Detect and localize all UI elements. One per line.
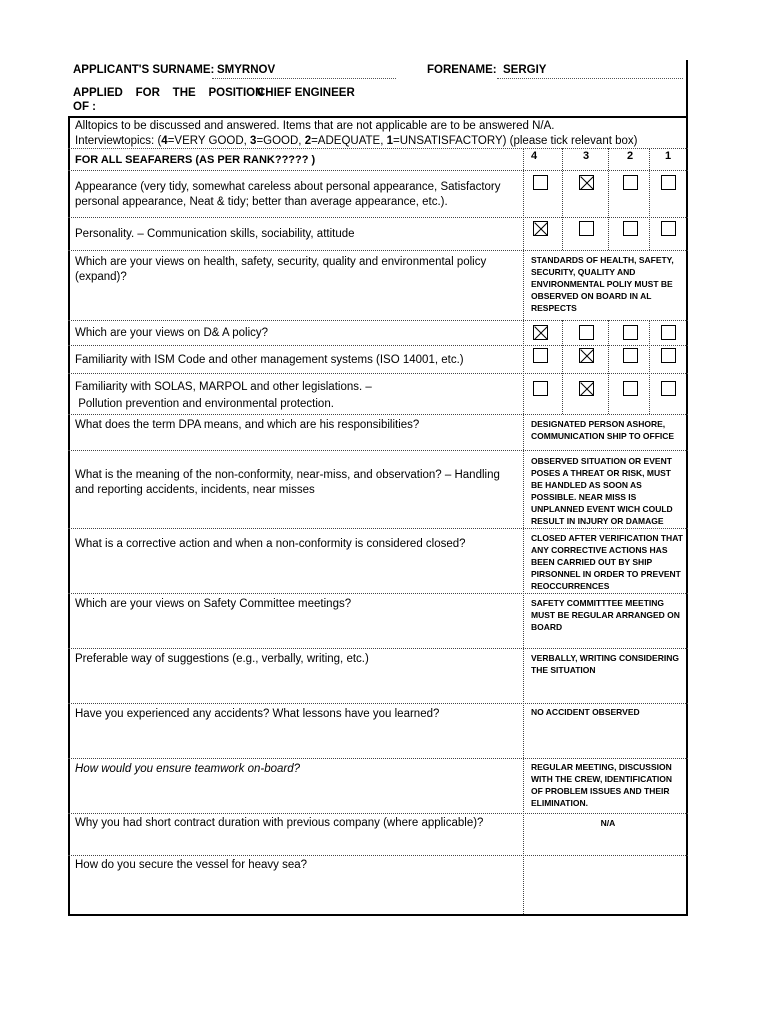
position-value[interactable]: CHIEF ENGINEER [257, 87, 355, 99]
rating-checkbox-2[interactable] [623, 175, 638, 190]
question-dpa: What does the term DPA means, and which are his responsibilities? [75, 419, 420, 431]
rating-checkbox-2[interactable] [623, 325, 638, 340]
row-divider [68, 855, 688, 856]
surname-value[interactable]: SMYRNOV [217, 64, 276, 76]
question-da-policy: Which are your views on D& A policy? [75, 327, 269, 339]
question-heavy-sea: How do you secure the vessel for heavy sea? [75, 859, 308, 871]
answer-corrective-action[interactable]: CLOSED AFTER VERIFICATION THAT ANY CORRECTIVE ACTIONS HAS BEEN CARRIED OUT BY SHIP PIRSONNEL IN ORDER TO PREVENT REOCCURRENCES [531, 533, 683, 591]
question-non-conformity: What is the meaning of the non-conformity, near-miss, and observation? – Handling and reporting accidents, incidents, near misses [75, 469, 500, 496]
rating-col-divider [649, 148, 650, 250]
rating-checkbox-4[interactable] [533, 381, 548, 396]
question-solas-marpol-line-2: Pollution prevention and environmental protection. [75, 398, 334, 410]
header-right-border [686, 60, 688, 116]
row-divider [68, 414, 688, 415]
instructions [75, 119, 637, 149]
rating-checkbox-2[interactable] [623, 348, 638, 363]
row-divider [68, 450, 688, 451]
row-divider [68, 320, 688, 321]
rating-checkbox-3[interactable] [579, 325, 594, 340]
rating-checkbox-2[interactable] [623, 221, 638, 236]
answer-safety-committee[interactable]: SAFETY COMMITTTEE MEETING MUST BE REGULAR ARRANGED ON BOARD [531, 598, 680, 632]
answer-non-conformity[interactable]: OBSERVED SITUATION OR EVENT POSES A THREAT OR RISK, MUST BE HANDLED AS SOON AS POSSIBLE. NEAR MISS IS UNPLANNED EVENT WICH COULD RESULT IN INJURY OR DAMAGE [531, 456, 673, 526]
forename-value[interactable]: SERGIY [503, 64, 547, 76]
answer-hsqe-policy[interactable]: STANDARDS OF HEALTH, SAFETY, SECURITY, QUALITY AND ENVIRONMENTAL POLIY MUST BE OBSERVED ON BOARD IN AL RESPECTS [531, 255, 674, 313]
answer-teamwork[interactable]: REGULAR MEETING, DISCUSSION WITH THE CREW, IDENTIFICATION OF PROBLEM ISSUES AND THEIR ELIMINATION. [531, 762, 673, 808]
rating-checkbox-1[interactable] [661, 325, 676, 340]
row-divider [68, 250, 688, 251]
question-ism-code: Familiarity with ISM Code and other management systems (ISO 14001, etc.) [75, 354, 464, 366]
question-safety-committee: Which are your views on Safety Committee meetings? [75, 598, 352, 610]
rating-checkbox-3[interactable] [579, 381, 594, 396]
answer-short-contract[interactable]: N/A [600, 818, 616, 828]
rating-checkbox-1[interactable] [661, 175, 676, 190]
section-header-top-line [68, 148, 688, 149]
row-divider [68, 648, 688, 649]
instructions-line-1: Alltopics to be discussed and answered. Items that are not applicable are to be answered N/A. [75, 120, 555, 132]
question-short-contract: Why you had short contract duration with previous company (where applicable)? [75, 817, 484, 829]
rating-col-divider [608, 320, 609, 414]
question-teamwork: How would you ensure teamwork on-board? [75, 763, 301, 775]
row-divider [68, 528, 688, 529]
rating-checkbox-3[interactable] [579, 175, 594, 190]
row-divider [68, 217, 688, 218]
question-corrective-action: What is a corrective action and when a non-conformity is considered closed? [75, 538, 466, 550]
forename-underline [497, 78, 683, 79]
question-hsqe-policy: Which are your views on health, safety, security, quality and environmental policy (expand)? [75, 256, 487, 283]
answer-accidents[interactable]: NO ACCIDENT OBSERVED [531, 707, 640, 717]
rating-header-1: 1 [665, 150, 672, 162]
position-label-of: OF : [73, 101, 96, 113]
row-divider [68, 703, 688, 704]
rating-header-3: 3 [583, 150, 590, 162]
row-divider [68, 373, 688, 374]
rating-checkbox-2[interactable] [623, 381, 638, 396]
question-accidents: Have you experienced any accidents? What lessons have you learned? [75, 708, 440, 720]
rating-checkbox-1[interactable] [661, 221, 676, 236]
rating-checkbox-4[interactable] [533, 348, 548, 363]
row-divider [68, 758, 688, 759]
row-divider [68, 813, 688, 814]
question-solas-marpol: Familiarity with SOLAS, MARPOL and other legislations. – [75, 381, 372, 393]
rating-col-divider [649, 320, 650, 414]
forename-label: FORENAME: [427, 64, 497, 76]
rating-header-2: 2 [627, 150, 634, 162]
position-label: APPLIED FOR THE POSITION [73, 87, 264, 99]
rating-checkbox-4[interactable] [533, 325, 548, 340]
row-divider [68, 345, 688, 346]
rating-checkbox-3[interactable] [579, 221, 594, 236]
instructions-line-2: Interviewtopics: (4=VERY GOOD, 3=GOOD, 2=ADEQUATE, 1=UNSATISFACTORY) (please tick relevant box) [75, 135, 638, 147]
rating-header-4: 4 [531, 150, 538, 162]
answer-column-divider [523, 148, 524, 914]
question-appearance: Appearance (very tidy, somewhat careless about personal appearance, Satisfactory personal appearance, Neat & tidy; better than average appearance, etc.). [75, 181, 501, 208]
answer-dpa[interactable]: DESIGNATED PERSON ASHORE, COMMUNICATION SHIP TO OFFICE [531, 419, 675, 441]
surname-label: APPLICANT'S SURNAME: [73, 64, 215, 76]
rating-col-divider [608, 148, 609, 250]
rating-col-divider [562, 148, 563, 250]
rating-checkbox-4[interactable] [533, 175, 548, 190]
surname-underline [212, 78, 396, 79]
question-personality: Personality. – Communication skills, sociability, attitude [75, 228, 355, 240]
answer-suggestions[interactable]: VERBALLY, WRITING CONSIDERING THE SITUATION [531, 653, 679, 675]
section-title: FOR ALL SEAFARERS (AS PER RANK????? ) [75, 154, 316, 166]
rating-checkbox-3[interactable] [579, 348, 594, 363]
row-divider [68, 170, 688, 171]
row-divider [68, 593, 688, 594]
question-suggestions: Preferable way of suggestions (e.g., verbally, writing, etc.) [75, 653, 369, 665]
rating-checkbox-1[interactable] [661, 381, 676, 396]
rating-col-divider [562, 320, 563, 414]
rating-checkbox-1[interactable] [661, 348, 676, 363]
rating-checkbox-4[interactable] [533, 221, 548, 236]
